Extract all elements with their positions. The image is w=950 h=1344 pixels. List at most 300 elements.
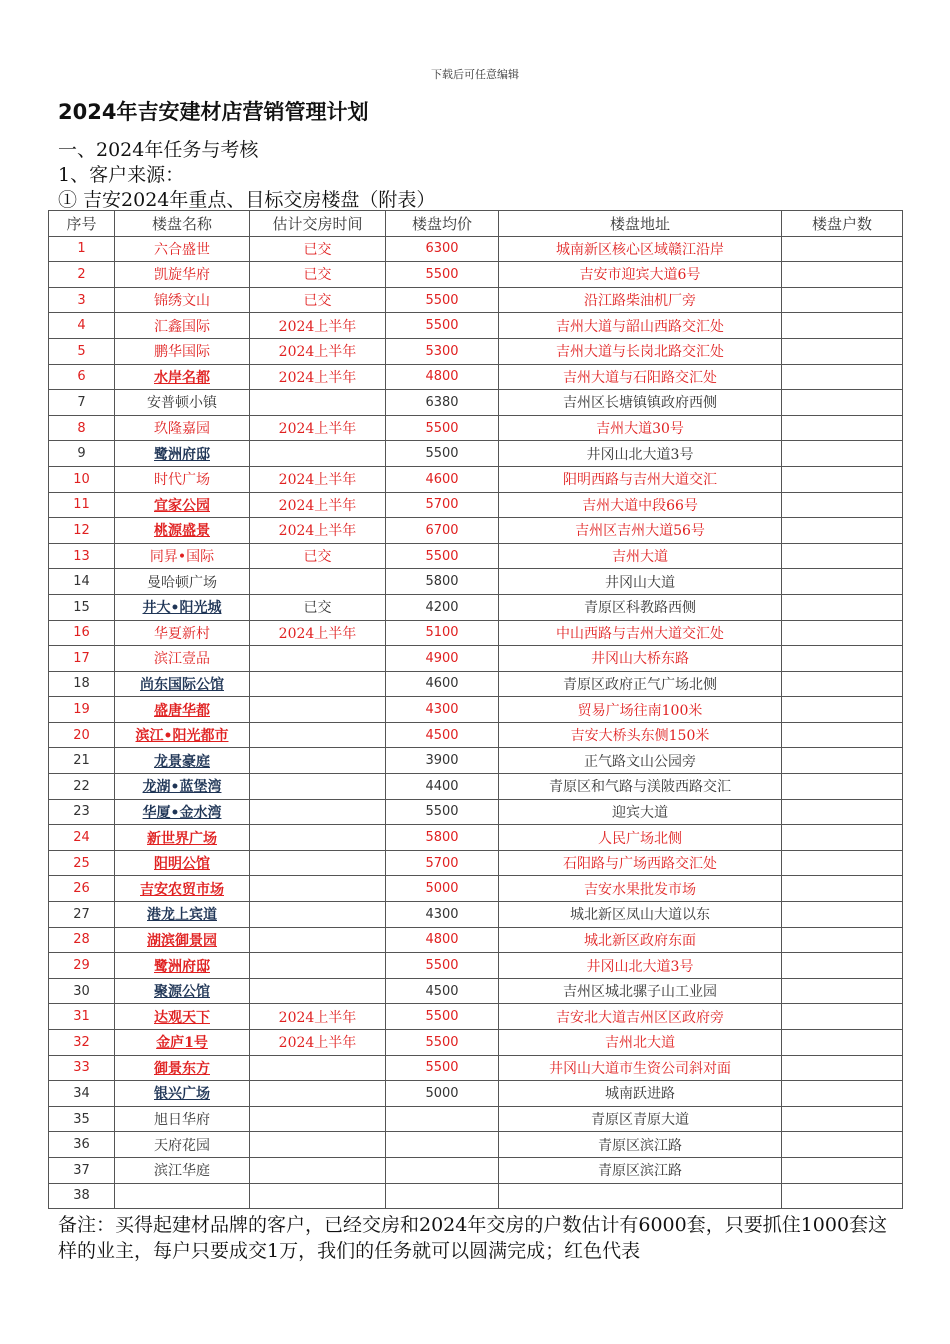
cell-name — [115, 722, 250, 748]
cell-address: 吉州大道30号 — [499, 415, 782, 441]
cell-address: 吉州区长塘镇镇政府西侧 — [499, 390, 782, 416]
cell-name — [115, 1055, 250, 1081]
cell-name — [115, 774, 250, 800]
table-row — [49, 953, 903, 979]
cell-no: 5 — [49, 338, 115, 364]
cell-address: 青原区政府正气广场北侧 — [499, 671, 782, 697]
cell-time: 2024上半年 — [250, 466, 386, 492]
cell-no: 20 — [49, 722, 115, 748]
cell-count — [782, 569, 903, 595]
cell-price: 5500 — [386, 1030, 499, 1056]
property-name-link: 湖滨御景园 — [147, 932, 217, 949]
cell-price — [386, 1132, 499, 1158]
cell-time: 2024上半年 — [250, 1030, 386, 1056]
table-row — [49, 287, 903, 313]
cell-no: 7 — [49, 390, 115, 416]
cell-time — [250, 697, 386, 723]
table-row — [49, 338, 903, 364]
table-row — [49, 799, 903, 825]
cell-count — [782, 1183, 903, 1209]
cell-no: 33 — [49, 1055, 115, 1081]
cell-no: 22 — [49, 774, 115, 800]
cell-no: 10 — [49, 466, 115, 492]
cell-no: 21 — [49, 748, 115, 774]
cell-name — [115, 594, 250, 620]
cell-address — [499, 1183, 782, 1209]
cell-no: 13 — [49, 543, 115, 569]
cell-address: 吉安北大道吉州区区政府旁 — [499, 1004, 782, 1030]
cell-no: 24 — [49, 825, 115, 851]
cell-name: 同昇•国际 — [115, 543, 250, 569]
cell-address: 吉州大道中段66号 — [499, 492, 782, 518]
header-address: 楼盘地址 — [499, 211, 782, 237]
table-row — [49, 697, 903, 723]
cell-name — [115, 1081, 250, 1107]
cell-time — [250, 646, 386, 672]
cell-price: 5500 — [386, 415, 499, 441]
cell-name — [115, 927, 250, 953]
property-name-link: 鹭洲府邸 — [154, 958, 210, 975]
table-row — [49, 262, 903, 288]
cell-address: 吉州大道与石阳路交汇处 — [499, 364, 782, 390]
cell-count — [782, 415, 903, 441]
cell-count — [782, 466, 903, 492]
cell-price: 4400 — [386, 774, 499, 800]
cell-time: 已交 — [250, 236, 386, 262]
table-row — [49, 236, 903, 262]
cell-count — [782, 338, 903, 364]
table-row — [49, 313, 903, 339]
cell-address: 城北新区凤山大道以东 — [499, 902, 782, 928]
table-row — [49, 543, 903, 569]
property-name-link: 新世界广场 — [147, 830, 217, 847]
cell-time — [250, 799, 386, 825]
cell-no: 14 — [49, 569, 115, 595]
cell-address: 中山西路与吉州大道交汇处 — [499, 620, 782, 646]
cell-time: 2024上半年 — [250, 1004, 386, 1030]
table-row — [49, 902, 903, 928]
cell-price: 5000 — [386, 1081, 499, 1107]
cell-no: 31 — [49, 1004, 115, 1030]
cell-name: 滨江壹品 — [115, 646, 250, 672]
property-name-link: 鹭洲府邸 — [154, 446, 210, 463]
header-note: 下载后可任意编辑 — [431, 68, 519, 81]
cell-price: 4800 — [386, 927, 499, 953]
cell-price: 5500 — [386, 262, 499, 288]
cell-address: 城南跃进路 — [499, 1081, 782, 1107]
table-row — [49, 492, 903, 518]
cell-time — [250, 876, 386, 902]
table-row — [49, 1030, 903, 1056]
cell-price: 5300 — [386, 338, 499, 364]
cell-price: 5500 — [386, 953, 499, 979]
cell-count — [782, 492, 903, 518]
cell-no: 15 — [49, 594, 115, 620]
cell-address: 吉州北大道 — [499, 1030, 782, 1056]
cell-time: 2024上半年 — [250, 492, 386, 518]
cell-no: 34 — [49, 1081, 115, 1107]
table-row — [49, 978, 903, 1004]
cell-address: 吉安水果批发市场 — [499, 876, 782, 902]
cell-time: 2024上半年 — [250, 338, 386, 364]
cell-count — [782, 748, 903, 774]
cell-no: 37 — [49, 1157, 115, 1183]
cell-address: 吉州区吉州大道56号 — [499, 518, 782, 544]
cell-address: 吉州大道 — [499, 543, 782, 569]
cell-time: 2024上半年 — [250, 415, 386, 441]
cell-time — [250, 850, 386, 876]
property-name-link: 龙景豪庭 — [154, 753, 210, 770]
cell-address: 井冈山北大道3号 — [499, 441, 782, 467]
cell-time — [250, 671, 386, 697]
cell-count — [782, 953, 903, 979]
header-time: 估计交房时间 — [250, 211, 386, 237]
cell-price: 4500 — [386, 978, 499, 1004]
cell-name: 安普顿小镇 — [115, 390, 250, 416]
cell-name — [115, 492, 250, 518]
cell-count — [782, 902, 903, 928]
cell-no: 17 — [49, 646, 115, 672]
cell-address: 井冈山大桥东路 — [499, 646, 782, 672]
cell-address: 正气路文山公园旁 — [499, 748, 782, 774]
cell-price: 5700 — [386, 850, 499, 876]
cell-price: 5500 — [386, 799, 499, 825]
table-row — [49, 927, 903, 953]
property-name-link: 御景东方 — [154, 1060, 210, 1077]
property-name-link: 尚东国际公馆 — [140, 676, 224, 693]
table-row — [49, 415, 903, 441]
cell-count — [782, 364, 903, 390]
cell-count — [782, 1132, 903, 1158]
cell-name — [115, 748, 250, 774]
cell-count — [782, 722, 903, 748]
cell-count — [782, 876, 903, 902]
cell-address: 迎宾大道 — [499, 799, 782, 825]
cell-time — [250, 390, 386, 416]
cell-name — [115, 825, 250, 851]
cell-count — [782, 1106, 903, 1132]
cell-name: 天府花园 — [115, 1132, 250, 1158]
cell-address: 井冈山大道 — [499, 569, 782, 595]
property-name-link: 滨江•阳光都市 — [135, 728, 229, 745]
cell-count — [782, 697, 903, 723]
cell-count — [782, 927, 903, 953]
cell-time: 已交 — [250, 287, 386, 313]
property-name-link: 达观天下 — [154, 1009, 210, 1026]
cell-name: 旭日华府 — [115, 1106, 250, 1132]
cell-count — [782, 850, 903, 876]
cell-count — [782, 1030, 903, 1056]
cell-price: 4300 — [386, 697, 499, 723]
cell-price: 4200 — [386, 594, 499, 620]
cell-name: 凯旋华府 — [115, 262, 250, 288]
table-header-row — [49, 211, 903, 237]
cell-price: 5800 — [386, 569, 499, 595]
table-row — [49, 1004, 903, 1030]
cell-name — [115, 1004, 250, 1030]
cell-name: 玖隆嘉园 — [115, 415, 250, 441]
cell-no: 29 — [49, 953, 115, 979]
cell-no: 30 — [49, 978, 115, 1004]
cell-address: 青原区青原大道 — [499, 1106, 782, 1132]
cell-count — [782, 313, 903, 339]
section-heading: 一、2024年任务与考核 — [58, 139, 259, 161]
cell-count — [782, 543, 903, 569]
cell-name — [115, 1183, 250, 1209]
cell-time — [250, 927, 386, 953]
cell-name: 华夏新村 — [115, 620, 250, 646]
cell-time — [250, 774, 386, 800]
cell-count — [782, 594, 903, 620]
header-name: 楼盘名称 — [115, 211, 250, 237]
cell-no: 12 — [49, 518, 115, 544]
cell-address: 吉州大道与长岗北路交汇处 — [499, 338, 782, 364]
cell-price: 3900 — [386, 748, 499, 774]
cell-address: 井冈山北大道3号 — [499, 953, 782, 979]
cell-time: 2024上半年 — [250, 518, 386, 544]
cell-name — [115, 518, 250, 544]
table-row — [49, 569, 903, 595]
table-row — [49, 390, 903, 416]
cell-address: 青原区滨江路 — [499, 1157, 782, 1183]
cell-address: 城北新区政府东面 — [499, 927, 782, 953]
cell-price: 6380 — [386, 390, 499, 416]
cell-time — [250, 441, 386, 467]
cell-no: 35 — [49, 1106, 115, 1132]
cell-time: 2024上半年 — [250, 364, 386, 390]
cell-price: 5000 — [386, 876, 499, 902]
cell-time: 已交 — [250, 543, 386, 569]
remark-paragraph: 备注：买得起建材品牌的客户，已经交房和2024年交房的户数估计有6000套，只要抓住1000套这样的业主，每户只要成交1万，我们的任务就可以圆满完成；红色代表 — [58, 1214, 888, 1262]
table-row — [49, 722, 903, 748]
cell-no: 6 — [49, 364, 115, 390]
cell-address: 青原区科教路西侧 — [499, 594, 782, 620]
cell-price: 5700 — [386, 492, 499, 518]
table-row — [49, 594, 903, 620]
cell-count — [782, 978, 903, 1004]
cell-price: 4600 — [386, 466, 499, 492]
cell-price — [386, 1106, 499, 1132]
cell-name — [115, 364, 250, 390]
cell-name — [115, 953, 250, 979]
cell-price — [386, 1183, 499, 1209]
cell-price: 5500 — [386, 1004, 499, 1030]
cell-count — [782, 1157, 903, 1183]
property-name-link: 水岸名都 — [154, 369, 210, 386]
cell-time: 2024上半年 — [250, 620, 386, 646]
cell-price — [386, 1157, 499, 1183]
cell-no: 18 — [49, 671, 115, 697]
table-row — [49, 441, 903, 467]
table-body — [49, 236, 903, 1209]
property-name-link: 桃源盛景 — [154, 523, 210, 540]
cell-price: 4300 — [386, 902, 499, 928]
cell-time — [250, 953, 386, 979]
header-no: 序号 — [49, 211, 115, 237]
cell-price: 4600 — [386, 671, 499, 697]
cell-count — [782, 262, 903, 288]
table-row — [49, 646, 903, 672]
table-caption: ① 吉安2024年重点、目标交房楼盘（附表） — [58, 189, 436, 211]
subsection-heading: 1、客户来源： — [58, 164, 185, 186]
cell-count — [782, 774, 903, 800]
cell-name: 汇鑫国际 — [115, 313, 250, 339]
cell-count — [782, 825, 903, 851]
property-name-link: 银兴广场 — [154, 1086, 210, 1103]
cell-no: 1 — [49, 236, 115, 262]
table-row — [49, 364, 903, 390]
cell-count — [782, 1055, 903, 1081]
cell-no: 25 — [49, 850, 115, 876]
property-name-link: 盛唐华都 — [154, 702, 210, 719]
header-count: 楼盘户数 — [782, 211, 903, 237]
cell-address: 井冈山大道市生资公司斜对面 — [499, 1055, 782, 1081]
table-row — [49, 1183, 903, 1209]
cell-name — [115, 799, 250, 825]
cell-no: 4 — [49, 313, 115, 339]
property-name-link: 金庐1号 — [156, 1035, 208, 1052]
cell-time — [250, 1055, 386, 1081]
cell-count — [782, 287, 903, 313]
table-row — [49, 876, 903, 902]
cell-name — [115, 978, 250, 1004]
cell-no: 27 — [49, 902, 115, 928]
cell-price: 5100 — [386, 620, 499, 646]
cell-time — [250, 1081, 386, 1107]
cell-name — [115, 1030, 250, 1056]
cell-name — [115, 850, 250, 876]
cell-name — [115, 876, 250, 902]
cell-no: 28 — [49, 927, 115, 953]
property-name-link: 吉安农贸市场 — [140, 881, 224, 898]
cell-address: 沿江路柴油机厂旁 — [499, 287, 782, 313]
table-row — [49, 748, 903, 774]
cell-price: 5500 — [386, 287, 499, 313]
table-row — [49, 774, 903, 800]
cell-no: 19 — [49, 697, 115, 723]
cell-count — [782, 1081, 903, 1107]
cell-address: 青原区滨江路 — [499, 1132, 782, 1158]
cell-time — [250, 1183, 386, 1209]
cell-name: 时代广场 — [115, 466, 250, 492]
property-name-link: 宜家公园 — [154, 497, 210, 514]
cell-name — [115, 902, 250, 928]
cell-time: 2024上半年 — [250, 313, 386, 339]
cell-price: 6300 — [386, 236, 499, 262]
cell-name: 鹏华国际 — [115, 338, 250, 364]
cell-price: 5500 — [386, 543, 499, 569]
cell-price: 6700 — [386, 518, 499, 544]
cell-no: 2 — [49, 262, 115, 288]
cell-address: 吉州区城北骡子山工业园 — [499, 978, 782, 1004]
cell-no: 16 — [49, 620, 115, 646]
cell-address: 城南新区核心区域赣江沿岸 — [499, 236, 782, 262]
cell-address: 石阳路与广场西路交汇处 — [499, 850, 782, 876]
cell-count — [782, 799, 903, 825]
cell-name: 滨江华庭 — [115, 1157, 250, 1183]
cell-count — [782, 441, 903, 467]
table-row — [49, 466, 903, 492]
cell-count — [782, 1004, 903, 1030]
cell-address: 吉安市迎宾大道6号 — [499, 262, 782, 288]
cell-name — [115, 671, 250, 697]
cell-address: 吉安大桥头东侧150米 — [499, 722, 782, 748]
header-price: 楼盘均价 — [386, 211, 499, 237]
cell-address: 青原区和气路与渼陂西路交汇 — [499, 774, 782, 800]
cell-time — [250, 1132, 386, 1158]
cell-no: 26 — [49, 876, 115, 902]
cell-price: 4800 — [386, 364, 499, 390]
cell-count — [782, 671, 903, 697]
cell-time — [250, 978, 386, 1004]
cell-address: 人民广场北侧 — [499, 825, 782, 851]
table-row — [49, 825, 903, 851]
table-row — [49, 518, 903, 544]
cell-count — [782, 236, 903, 262]
cell-count — [782, 518, 903, 544]
cell-time — [250, 902, 386, 928]
cell-address: 贸易广场往南100米 — [499, 697, 782, 723]
cell-time — [250, 825, 386, 851]
property-name-link: 阳明公馆 — [154, 856, 210, 873]
table-row — [49, 671, 903, 697]
cell-no: 8 — [49, 415, 115, 441]
document-title: 2024年吉安建材店营销管理计划 — [58, 100, 369, 124]
table-row — [49, 1081, 903, 1107]
cell-price: 4500 — [386, 722, 499, 748]
cell-count — [782, 646, 903, 672]
cell-name — [115, 441, 250, 467]
cell-time: 已交 — [250, 594, 386, 620]
property-name-link: 龙湖•蓝堡湾 — [142, 779, 222, 796]
cell-no: 9 — [49, 441, 115, 467]
cell-count — [782, 620, 903, 646]
cell-time: 已交 — [250, 262, 386, 288]
table-row — [49, 1055, 903, 1081]
cell-price: 5500 — [386, 441, 499, 467]
cell-price: 5800 — [386, 825, 499, 851]
table-row — [49, 1157, 903, 1183]
cell-time — [250, 748, 386, 774]
property-name-link: 井大•阳光城 — [142, 600, 222, 617]
cell-name: 曼哈顿广场 — [115, 569, 250, 595]
cell-count — [782, 390, 903, 416]
cell-no: 32 — [49, 1030, 115, 1056]
cell-time — [250, 569, 386, 595]
cell-no: 11 — [49, 492, 115, 518]
cell-no: 36 — [49, 1132, 115, 1158]
table-row — [49, 1106, 903, 1132]
cell-no: 38 — [49, 1183, 115, 1209]
property-table — [48, 210, 903, 1209]
property-name-link: 港龙上宾道 — [147, 907, 217, 924]
property-name-link: 华厦•金水湾 — [142, 804, 222, 821]
cell-price: 4900 — [386, 646, 499, 672]
cell-price: 5500 — [386, 313, 499, 339]
property-name-link: 聚源公馆 — [154, 984, 210, 1001]
cell-time — [250, 1106, 386, 1132]
table-row — [49, 1132, 903, 1158]
cell-no: 3 — [49, 287, 115, 313]
cell-time — [250, 722, 386, 748]
table-row — [49, 620, 903, 646]
cell-address: 吉州大道与韶山西路交汇处 — [499, 313, 782, 339]
cell-no: 23 — [49, 799, 115, 825]
cell-address: 阳明西路与吉州大道交汇 — [499, 466, 782, 492]
table-row — [49, 850, 903, 876]
cell-name: 六合盛世 — [115, 236, 250, 262]
cell-name: 锦绣文山 — [115, 287, 250, 313]
